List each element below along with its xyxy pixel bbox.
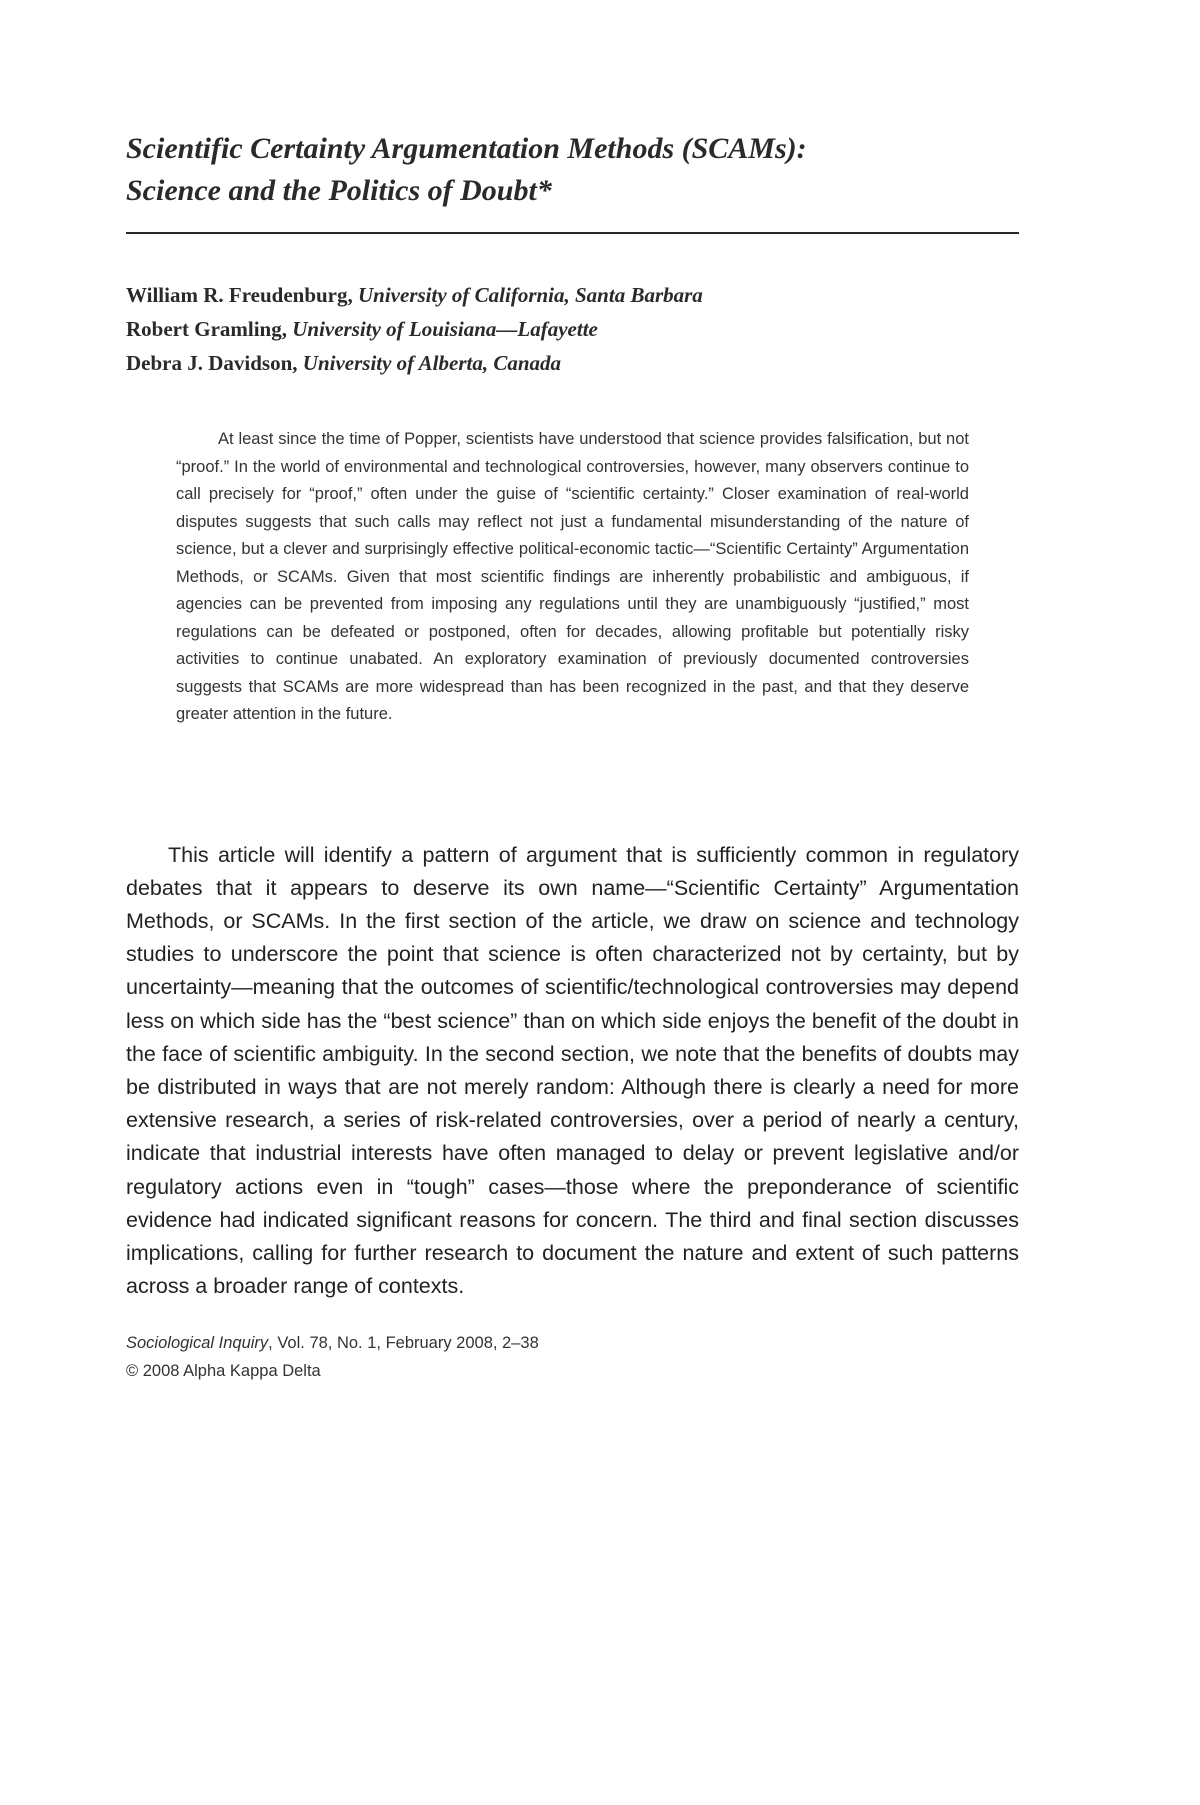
citation-details: , Vol. 78, No. 1, February 2008, 2–38 xyxy=(268,1334,539,1353)
author-name: Robert Gramling, xyxy=(126,317,287,341)
journal-citation xyxy=(126,1329,1019,1385)
author-line xyxy=(126,278,1019,312)
article-title-line-1: Scientific Certainty Argumentation Methods (SCAMs): xyxy=(126,132,807,165)
abstract: At least since the time of Popper, scientists have understood that science provides falsification, but not “proof.” In the world of environmental and technological controversies, however, many observers continue to call precisely for “proof,” often under the guise of “scientific certainty.” Closer examination of real-world disputes suggests that such calls may reflect not just a fundamental misunderstanding of the nature of science, but a clever and surprisingly effective political-economic tactic—“Scientific Certainty” Argumentation Methods, or SCAMs. Given that most scientific findings are inherently probabilistic and ambiguous, if agencies can be prevented from imposing any regulations until they are unambiguously “justified,” most regulations can be defeated or postponed, often for decades, allowing profitable but potentially risky activities to continue unabated. An exploratory examination of previously documented controversies suggests that SCAMs are more widespread than has been recognized in the past, and that they deserve greater attention in the future. xyxy=(176,430,969,723)
article-title xyxy=(126,128,1019,212)
body-paragraph: This article will identify a pattern of argument that is sufficiently common in regulatory debates that it appears to deserve its own name—“Scientific Certainty” Argumentation Methods, or SCAMs. In the first section of the article, we draw on science and technology studies to underscore the point that science is often characterized not by certainty, but by uncertainty—meaning that the outcomes of scientific/technological controversies may depend less on which side has the “best science” than on which side enjoys the benefit of the doubt in the face of scientific ambiguity. In the second section, we note that the benefits of doubts may be distributed in ways that are not merely random: Although there is clearly a need for more extensive research, a series of risk-related controversies, over a period of nearly a century, indicate that industrial interests have often managed to delay or prevent legislative and/or regulatory actions even in “tough” cases—those where the preponderance of scientific evidence had indicated significant reasons for concern. The third and final section discusses implications, calling for further research to document the nature and extent of such patterns across a broader range of contexts. xyxy=(126,842,1019,1299)
citation-line xyxy=(126,1329,1019,1357)
author-name: Debra J. Davidson, xyxy=(126,351,298,375)
author-affiliation: University of California, Santa Barbara xyxy=(358,283,703,307)
article-title-line-2: Science and the Politics of Doubt* xyxy=(126,174,552,207)
author-affiliation: University of Louisiana—Lafayette xyxy=(292,317,598,341)
journal-name: Sociological Inquiry xyxy=(126,1334,269,1353)
author-list xyxy=(126,278,1019,380)
author-line xyxy=(126,346,1019,380)
article-first-page xyxy=(126,128,1019,1385)
author-affiliation: University of Alberta, Canada xyxy=(302,351,562,375)
copyright-notice: © 2008 Alpha Kappa Delta xyxy=(126,1362,321,1381)
author-line xyxy=(126,312,1019,346)
title-divider xyxy=(126,232,1019,234)
author-name: William R. Freudenburg, xyxy=(126,283,353,307)
